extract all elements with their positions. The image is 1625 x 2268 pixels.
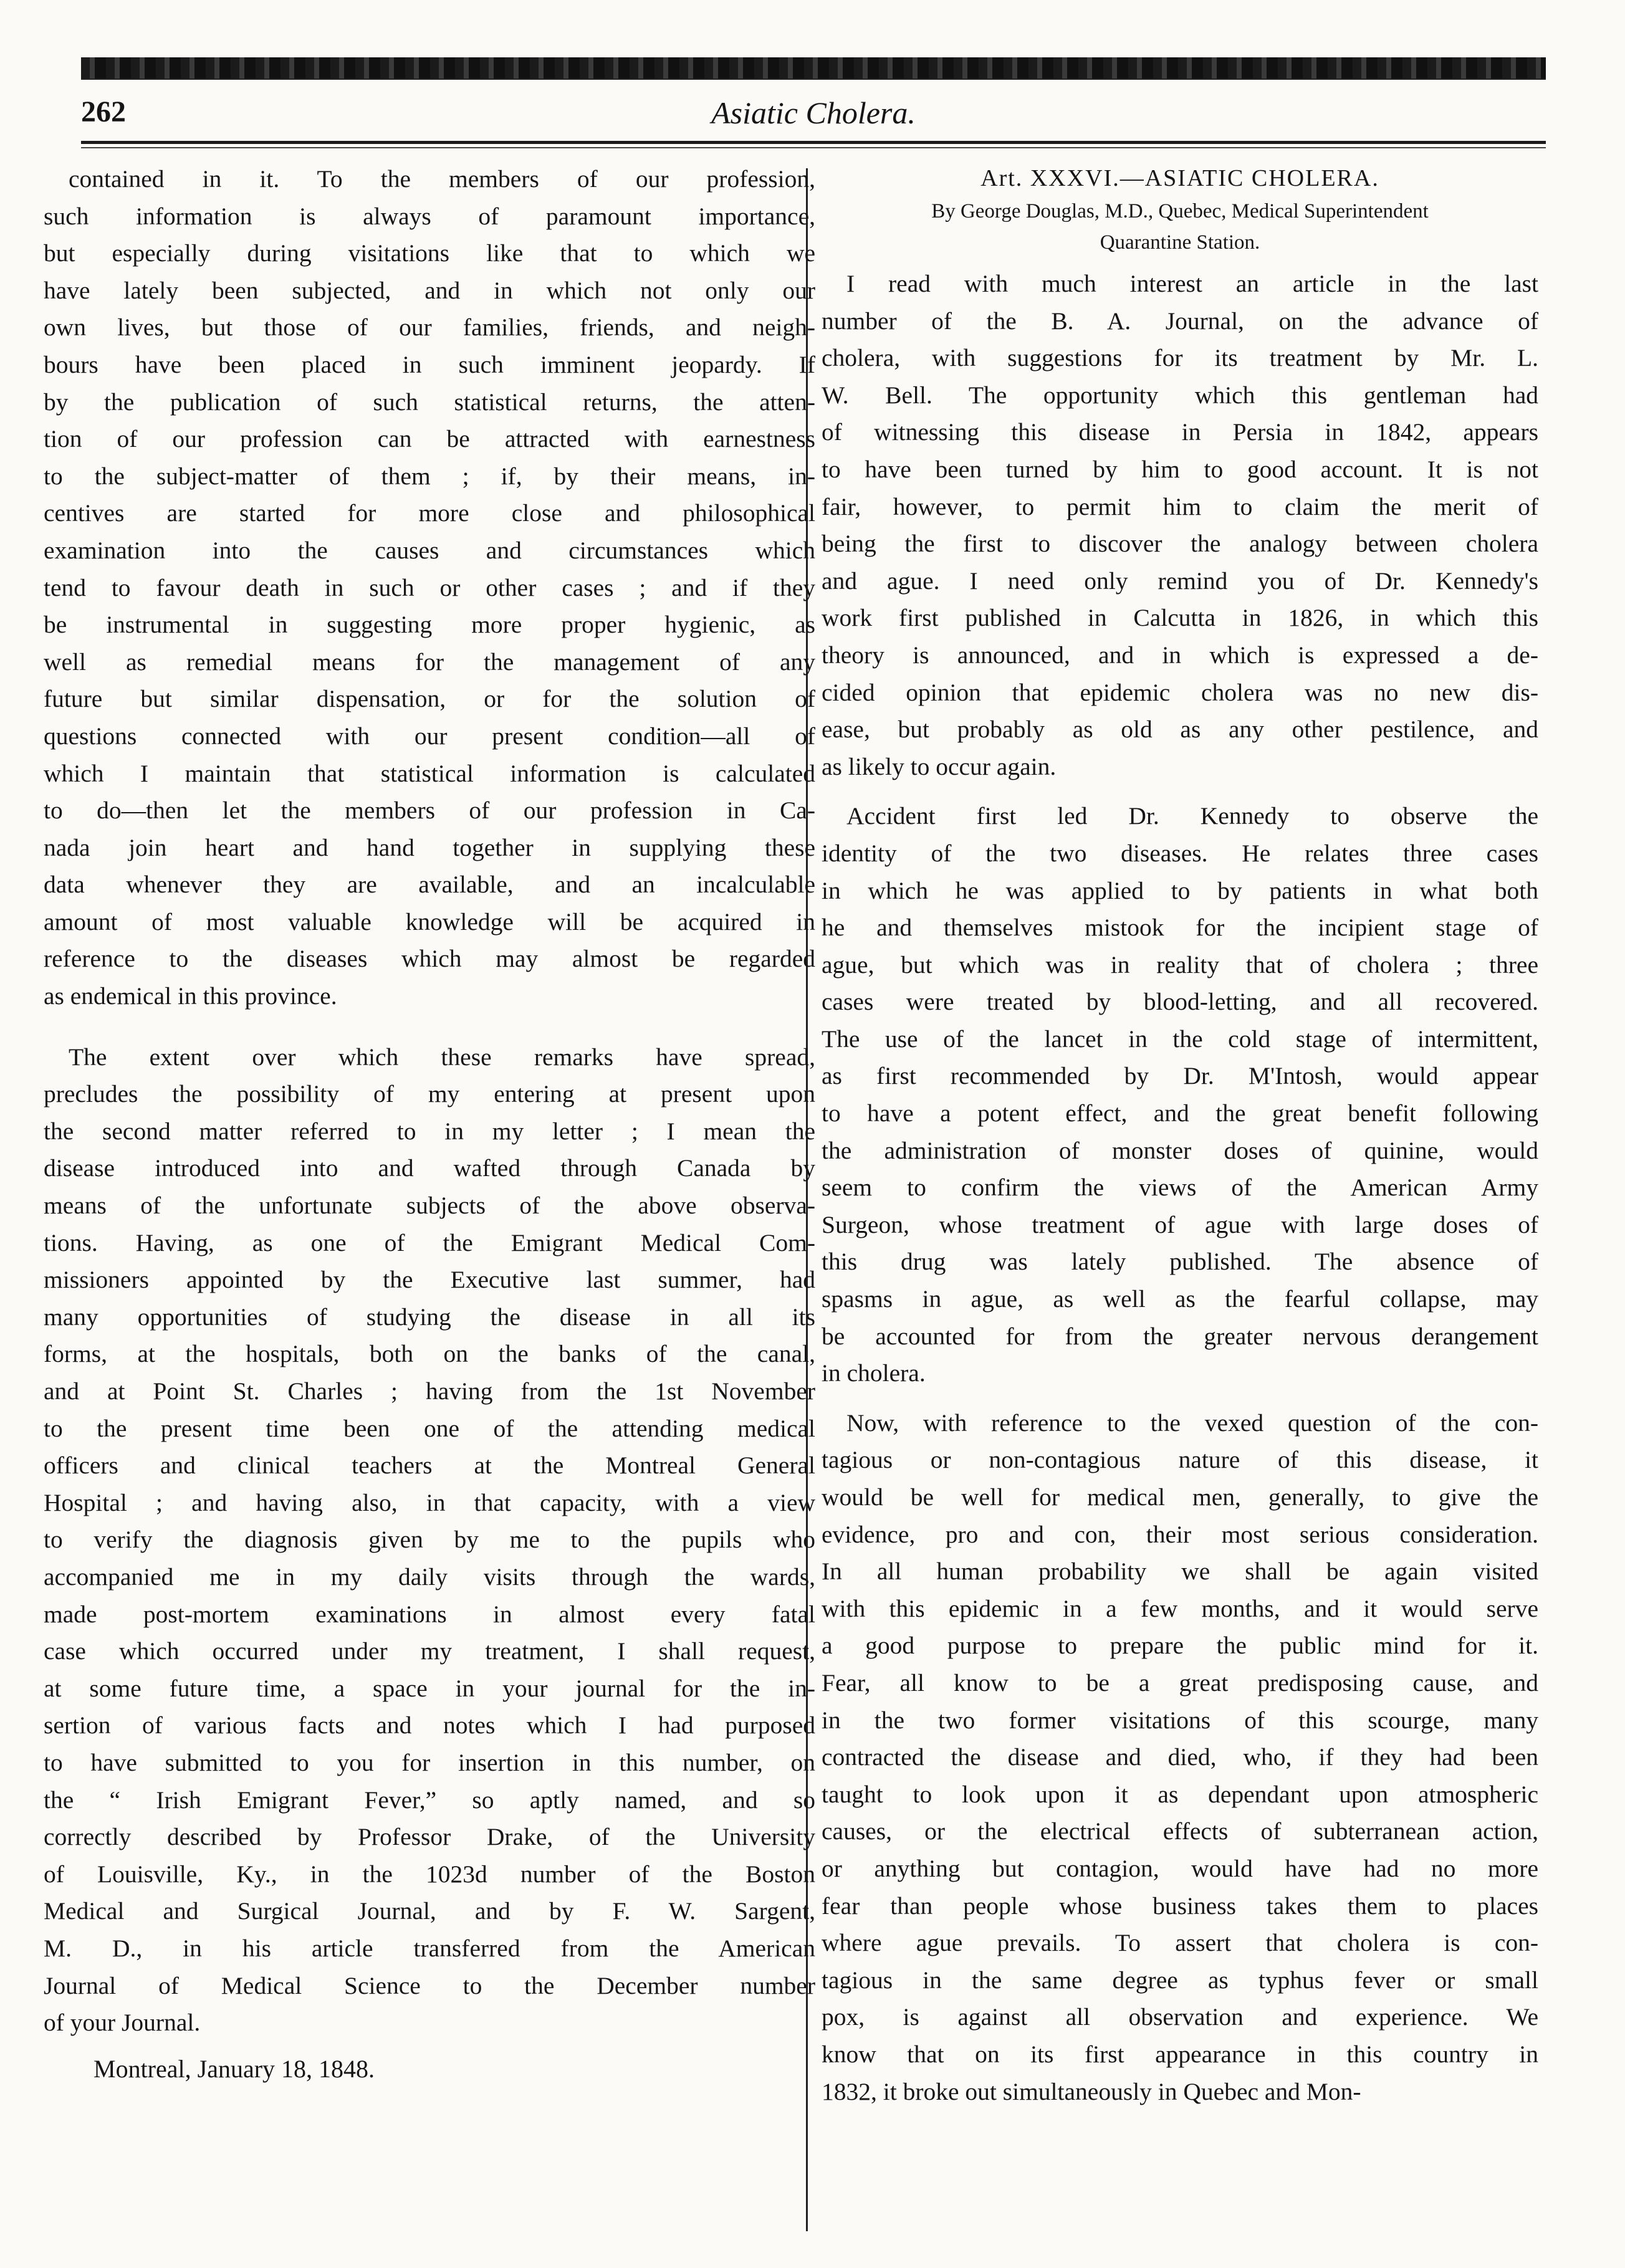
text-line: ease, but probably as old as any other pestilence, and (822, 715, 1538, 744)
text-line: evidence, pro and con, their most serious consideration. (822, 1520, 1538, 1548)
text-line: questions connected with our present condition—all of (44, 722, 815, 750)
text-line: fear than people whose business takes them to places (822, 1892, 1538, 1920)
article-title: Art. XXXVI.—ASIATIC CHOLERA. (980, 165, 1379, 191)
text-line: of witnessing this disease in Persia in 1842, appears (822, 418, 1538, 446)
text-line: the “ Irish Emigrant Fever,” so aptly named, and so (44, 1786, 815, 1814)
text-line: work first published in Calcutta in 1826, in which this (822, 604, 1538, 632)
left-paragraph-1 (44, 161, 815, 1015)
text-line: know that on its first appearance in this country in (822, 2040, 1538, 2068)
header-rule-thin (81, 147, 1546, 148)
text-line: spasms in ague, as well as the fearful collapse, may (822, 1285, 1538, 1313)
text-line: to verify the diagnosis given by me to the pupils who (44, 1526, 815, 1554)
text-line: ague, but which was in reality that of cholera ; three (822, 950, 1538, 978)
text-line: and at Point St. Charles ; having from the 1st November (44, 1377, 815, 1405)
text-line: such information is always of paramount importance, (44, 202, 815, 230)
text-line: identity of the two diseases. He relates three cases (822, 839, 1538, 867)
right-column (822, 161, 1538, 2110)
text-line: Journal of Medical Science to the December number (44, 1971, 815, 1999)
text-line: future but similar dispensation, or for the solution of (44, 685, 815, 713)
text-line: M. D., in his article transferred from the American (44, 1934, 815, 1962)
text-line: as likely to occur again. (822, 752, 1057, 780)
text-line: data whenever they are available, and an incalculable (44, 871, 815, 899)
text-line: to have a potent effect, and the great benefit following (822, 1099, 1538, 1127)
text-line: as endemical in this province. (44, 982, 337, 1010)
text-line: precludes the possibility of my entering at present upon (44, 1080, 815, 1108)
text-line: by the publication of such statistical returns, the atten- (44, 388, 815, 416)
text-line: The use of the lancet in the cold stage of intermittent, (822, 1025, 1538, 1053)
text-line: tend to favour death in such or other cases ; and if they (44, 573, 815, 601)
text-line: case which occurred under my treatment, I shall request, (44, 1637, 815, 1665)
text-line: seem to confirm the views of the American Army (822, 1174, 1538, 1202)
text-line: the administration of monster doses of quinine, would (822, 1136, 1538, 1164)
text-line: with this epidemic in a few months, and it would serve (822, 1594, 1538, 1622)
text-line: means of the unfortunate subjects of the above observa- (44, 1192, 815, 1220)
text-line: of Louisville, Ky., in the 1023d number of the Boston (44, 1860, 815, 1888)
text-line: I read with much interest an article in the last (846, 270, 1538, 297)
text-line: forms, at the hospitals, both on the banks of the canal, (44, 1340, 815, 1368)
text-line: but especially during visitations like that to which we (44, 239, 815, 267)
text-line: of your Journal. (44, 2009, 201, 2037)
text-line: contained in it. To the members of our profession, (69, 165, 815, 193)
right-paragraph-3 (822, 1405, 1538, 2110)
text-line: well as remedial means for the management of any (44, 648, 815, 676)
text-line: reference to the diseases which may almost be regarded (44, 945, 815, 973)
text-line: have lately been subjected, and in which not only our (44, 276, 815, 304)
text-line: accompanied me in my daily visits through the wards, (44, 1562, 815, 1591)
text-line: The extent over which these remarks have spread, (69, 1043, 815, 1071)
text-line: being the first to discover the analogy between cholera (822, 530, 1538, 558)
text-line: 1832, it broke out simultaneously in Quebec and Mon- (822, 2077, 1361, 2105)
text-line: be instrumental in suggesting more proper hygienic, as (44, 611, 815, 639)
text-line: tions. Having, as one of the Emigrant Medical Com- (44, 1228, 815, 1256)
text-line: centives are started for more close and philosophical (44, 499, 815, 527)
text-line: in which he was applied to by patients in what both (822, 876, 1538, 904)
text-line: theory is announced, and in which is expressed a de- (822, 641, 1538, 669)
text-line: W. Bell. The opportunity which this gentleman had (822, 381, 1538, 409)
text-line: Surgeon, whose treatment of ague with large doses of (822, 1210, 1538, 1238)
text-line: causes, or the electrical effects of subterranean action, (822, 1817, 1538, 1845)
text-line: made post-mortem examinations in almost every fatal (44, 1600, 815, 1628)
text-line: where ague prevails. To assert that cholera is con- (822, 1929, 1538, 1957)
text-line: to the present time been one of the attending medical (44, 1414, 815, 1442)
text-line: number of the B. A. Journal, on the advance of (822, 307, 1538, 335)
text-line: to do—then let the members of our profession in Ca- (44, 797, 815, 825)
text-line: missioners appointed by the Executive last summer, had (44, 1266, 815, 1294)
text-line: he and themselves mistook for the incipient stage of (822, 914, 1538, 942)
text-line: Fear, all know to be a great predisposing cause, and (822, 1668, 1538, 1696)
text-line: fair, however, to permit him to claim the merit of (822, 492, 1538, 520)
text-line: in the two former visitations of this scourge, many (822, 1706, 1538, 1734)
text-line: many opportunities of studying the disease in all its (44, 1303, 815, 1331)
text-line: Now, with reference to the vexed question of the con- (846, 1409, 1538, 1437)
text-line: disease introduced into and wafted through Canada by (44, 1154, 815, 1182)
text-line: as first recommended by Dr. M'Intosh, would appear (822, 1062, 1538, 1090)
text-line: or anything but contagion, would have had no more (822, 1854, 1538, 1882)
text-line: pox, is against all observation and experience. We (822, 2003, 1538, 2031)
text-line: the second matter referred to in my letter ; I mean the (44, 1117, 815, 1145)
text-line: to the subject-matter of them ; if, by their means, in- (44, 462, 815, 490)
text-line: bours have been placed in such imminent jeopardy. If (44, 350, 815, 378)
text-line: to have been turned by him to good account. It is not (822, 455, 1538, 483)
text-line: contracted the disease and died, who, if they had been (822, 1743, 1538, 1771)
top-ornamental-rule (81, 57, 1546, 80)
text-line: nada join heart and hand together in supplying these (44, 833, 815, 861)
text-line: own lives, but those of our families, friends, and neigh- (44, 313, 815, 342)
text-line: tagious or non-contagious nature of this disease, it (822, 1446, 1538, 1474)
text-line: a good purpose to prepare the public mind for it. (822, 1632, 1538, 1660)
article-byline: By George Douglas, M.D., Quebec, Medical Superintendent (931, 200, 1429, 222)
text-line: be accounted for from the greater nervous derangement (822, 1322, 1538, 1350)
page-header (81, 95, 1546, 138)
text-line: tion of our profession can be attracted with earnestness (44, 425, 815, 453)
text-line: tagious in the same degree as typhus fever or small (822, 1966, 1538, 1994)
text-line: in cholera. (822, 1359, 926, 1387)
text-line: to have submitted to you for insertion in this number, on (44, 1748, 815, 1776)
right-paragraph-1 (822, 266, 1538, 785)
text-line: cases were treated by blood-letting, and all recovered. (822, 988, 1538, 1016)
text-line: taught to look upon it as dependant upon atmospheric (822, 1780, 1538, 1808)
text-line: officers and clinical teachers at the Montreal General (44, 1452, 815, 1480)
text-line: examination into the causes and circumstances which (44, 536, 815, 564)
left-column (44, 161, 815, 2087)
running-title: Asiatic Cholera. (711, 95, 916, 130)
page-number: 262 (81, 95, 126, 128)
text-line: Medical and Surgical Journal, and by F. W. Sargent, (44, 1897, 815, 1925)
text-line: cholera, with suggestions for its treatment by Mr. L. (822, 344, 1538, 372)
text-line: sertion of various facts and notes which I had purposed (44, 1711, 815, 1739)
text-line: Hospital ; and having also, in that capacity, with a view (44, 1488, 815, 1516)
text-line: correctly described by Professor Drake, of the University (44, 1823, 815, 1851)
signature: Montreal, January 18, 1848. (93, 2054, 375, 2083)
text-line: and ague. I need only remind you of Dr. Kennedy's (822, 567, 1538, 595)
text-line: this drug was lately published. The absence of (822, 1248, 1538, 1276)
text-line: cided opinion that epidemic cholera was no new dis- (822, 678, 1538, 706)
header-rule (81, 141, 1546, 144)
left-paragraph-2 (44, 1039, 815, 2042)
text-line: amount of most valuable knowledge will be acquired in (44, 907, 815, 935)
text-line: which I maintain that statistical information is calculated (44, 759, 815, 787)
right-paragraph-2 (822, 798, 1538, 1392)
text-line: at some future time, a space in your journal for the in- (44, 1674, 815, 1702)
text-line: Accident first led Dr. Kennedy to observe the (846, 802, 1538, 830)
article-station: Quarantine Station. (1100, 231, 1260, 254)
text-line: In all human probability we shall be again visited (822, 1557, 1538, 1586)
text-line: would be well for medical men, generally, to give the (822, 1483, 1538, 1511)
